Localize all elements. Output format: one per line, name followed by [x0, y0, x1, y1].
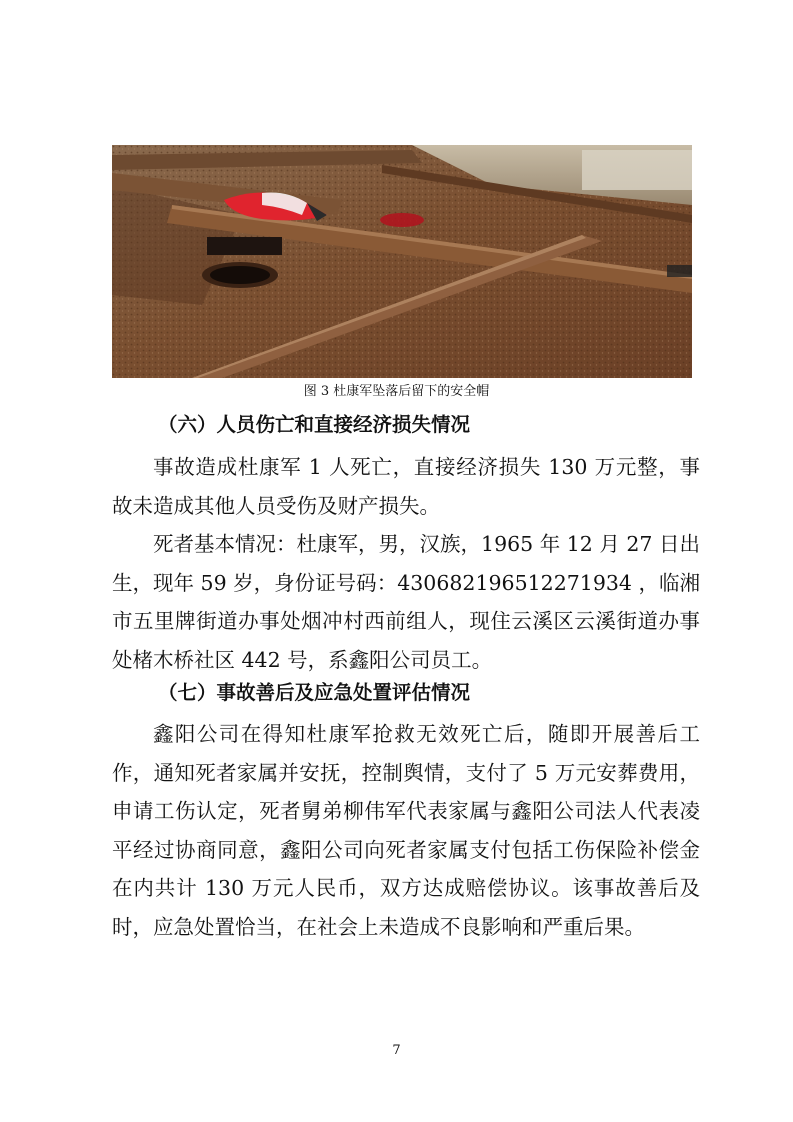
paragraph-casualty-summary: 事故造成杜康军 1 人死亡，直接经济损失 130 万元整，事故未造成其他人员受伤及财产损失。	[112, 455, 700, 518]
rusty-deck-helmet-image	[112, 145, 692, 378]
section-heading-casualties: （六）人员伤亡和直接经济损失情况	[158, 413, 471, 436]
paragraph-deceased-info: 死者基本情况：杜康军，男，汉族，1965 年 12 月 27 日出生，现年 59 岁，身份证号码：430682196512271934 ，临湘市五里牌街道办事处烟冲村西前组人，现住云溪区云溪街道办事处楮木桥社区 442 号，系鑫阳公司员工。	[112, 532, 700, 672]
page-number: 7	[392, 1043, 401, 1058]
accident-photo	[112, 145, 692, 378]
section-heading-aftermath: （七）事故善后及应急处置评估情况	[158, 681, 471, 704]
figure-caption: 图 3 杜康军坠落后留下的安全帽	[303, 384, 490, 399]
paragraph-aftermath-handling: 鑫阳公司在得知杜康军抢救无效死亡后，随即开展善后工作，通知死者家属并安抚，控制舆情，支付了 5 万元安葬费用，申请工伤认定，死者舅弟柳伟军代表家属与鑫阳公司法人代表凌平经过协商同意，鑫阳公司向死者家属支付包括工伤保险补偿金在内共计 130 万元人民币，双方达成赔偿协议。该事故善后及时，应急处置恰当，在社会上未造成不良影响和严重后果。	[112, 722, 700, 939]
